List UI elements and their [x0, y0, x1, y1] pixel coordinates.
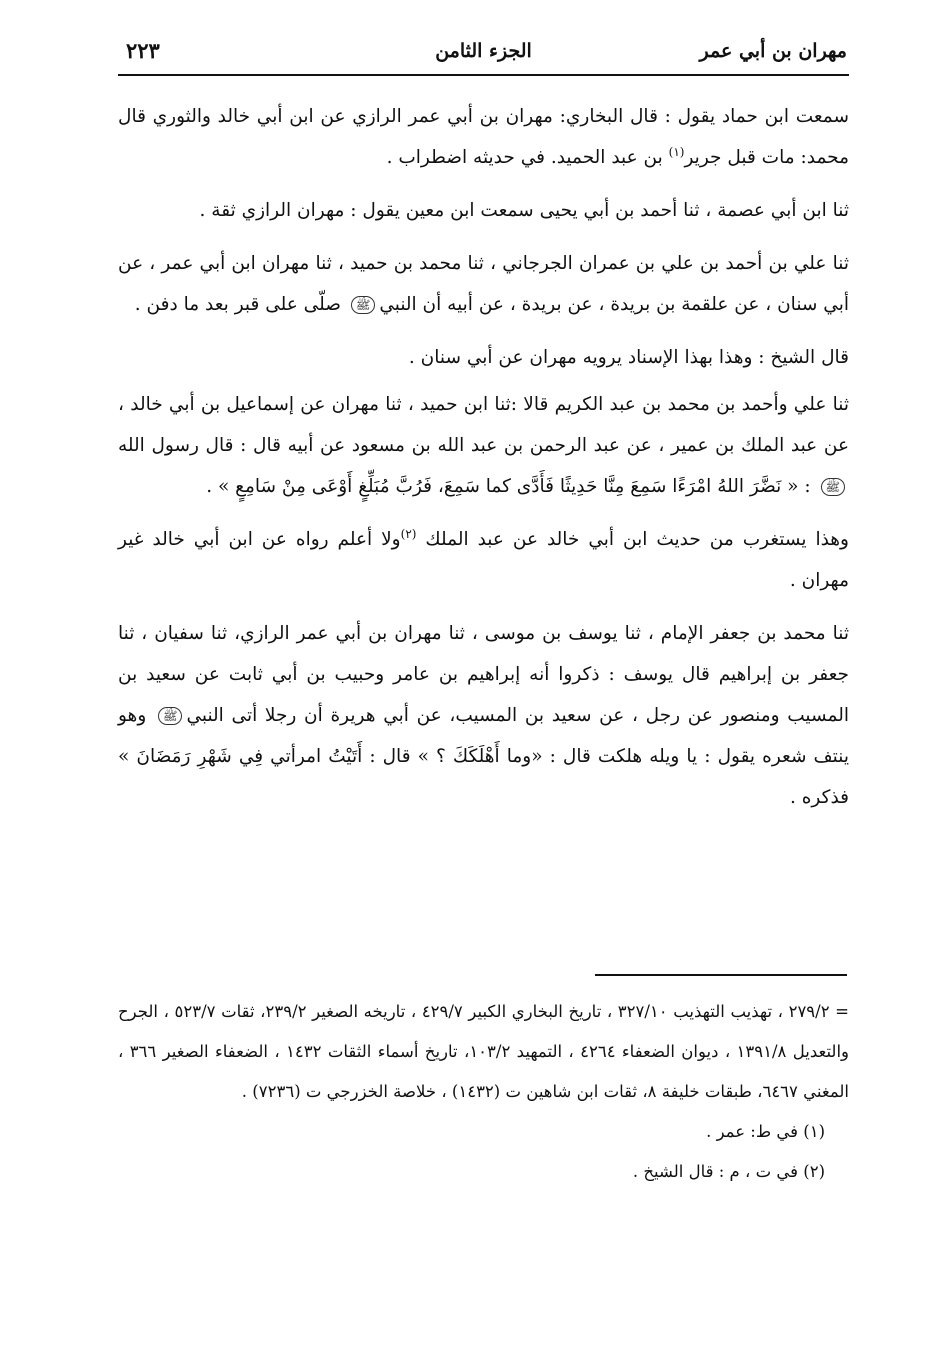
footnotes	[118, 992, 849, 1192]
volume-title: الجزء الثامن	[435, 40, 532, 62]
main-text	[118, 96, 849, 830]
paragraph-1	[118, 96, 849, 178]
paragraph-text: صلّى على قبر بعد ما دفن .	[134, 294, 347, 315]
footnote-ref-2: (٢)	[400, 526, 417, 541]
paragraph-6	[118, 519, 849, 601]
footnote-continuation: = ٢٧٩/٢ ، تهذيب التهذيب ٣٢٧/١٠ ، تاريخ البخاري الكبير ٤٢٩/٧ ، تاريخه الصغير ٢٣٩/٢، ثقات ٥٢٣/٧ ، الجرح والتعديل ١٣٩١/٨ ، ديوان الضعفاء ٤٢٦٤ ، التمهيد ١٠٣/٢، تاريخ أسماء الثقات ١٤٣٢ ، الضعفاء الصغير ٣٦٦ ، المغني ٦٤٦٧، طبقات خليفة ٨، ثقات ابن شاهين ت (١٤٣٢) ، خلاصة الخزرجي ت (٧٢٣٦) .	[118, 1002, 850, 1101]
paragraph-3	[118, 243, 849, 325]
paragraph-text: ثنا ابن أبي عصمة ، ثنا أحمد بن أبي يحيى سمعت ابن معين يقول : مهران الرازي ثقة .	[199, 200, 849, 221]
paragraph-text: ثنا علي وأحمد بن محمد بن عبد الكريم قالا :ثنا ابن حميد ، ثنا مهران عن إسماعيل بن أبي خالد ، عن عبد الملك بن عمير ، عن عبد الرحمن بن عبد الله بن مسعود عن أبيه قال : قال رسول الله	[118, 394, 849, 456]
paragraph-7	[118, 613, 849, 818]
paragraph-text: ولا أعلم رواه عن ابن أبي خالد غير مهران .	[118, 529, 849, 591]
salla-symbol-icon: ﷺ	[821, 478, 846, 496]
salla-symbol-icon: ﷺ	[158, 707, 183, 725]
paragraph-text: بن عبد الحميد. في حديثه اضطراب .	[386, 147, 669, 168]
paragraph-2	[118, 190, 849, 231]
paragraph-text: وهو ينتف شعره يقول : يا ويله هلكت قال : «وما أَهْلَكَكَ ؟ » قال : أَتَيْتُ امرأتي فِي شَهْرِ رَمَضَانَ » فذكره .	[118, 705, 849, 808]
paragraph-5	[118, 384, 849, 507]
paragraph-text: وهذا يستغرب من حديث ابن أبي خالد عن عبد الملك	[416, 529, 849, 550]
paragraph-text: سمعت ابن حماد يقول : قال البخاري: مهران بن أبي عمر الرازي عن ابن أبي خالد والثوري قال محمد: مات قبل جرير	[118, 106, 849, 168]
paragraph-text: ثنا علي بن أحمد بن علي بن عمران الجرجاني ، ثنا محمد بن حميد ، ثنا مهران ابن أبي عمر ، عن أبي سنان ، عن علقمة بن بريدة ، عن بريدة ، عن أبيه أن النبي	[118, 253, 849, 315]
footnote-2: (٢) في ت ، م : قال الشيخ .	[632, 1162, 825, 1181]
running-title: مهران بن أبي عمر	[699, 40, 847, 62]
footnote-divider	[595, 974, 847, 976]
salla-symbol-icon: ﷺ	[351, 296, 376, 314]
paragraph-text: : « نَضَّرَ اللهُ امْرَءًا سَمِعَ مِنَّا حَدِيثًا فَأَدَّى كما سَمِعَ، فَرُبَّ مُبَلِّغٍ أَوْعَى مِنْ سَامِعٍ » .	[206, 476, 817, 497]
page-header	[118, 34, 849, 76]
page-number: ٢٢٣	[126, 38, 160, 63]
paragraph-text: ثنا محمد بن جعفر الإمام ، ثنا يوسف بن موسى ، ثنا مهران بن أبي عمر الرازي، ثنا سفيان ، ثنا جعفر بن إبراهيم قال يوسف : ذكروا أنه إبراهيم بن عامر وحبيب بن أبي ثابت عن سعيد بن المسيب ومنصور عن رجل ، عن سعيد بن المسيب، عن أبي هريرة أن رجلا أتى النبي	[118, 623, 849, 726]
footnote-ref-1: (١)	[668, 144, 685, 159]
paragraph-4	[118, 337, 849, 378]
footnote-1: (١) في ط: عمر .	[706, 1122, 825, 1141]
paragraph-text: قال الشيخ : وهذا بهذا الإسناد يرويه مهران عن أبي سنان .	[408, 347, 849, 368]
